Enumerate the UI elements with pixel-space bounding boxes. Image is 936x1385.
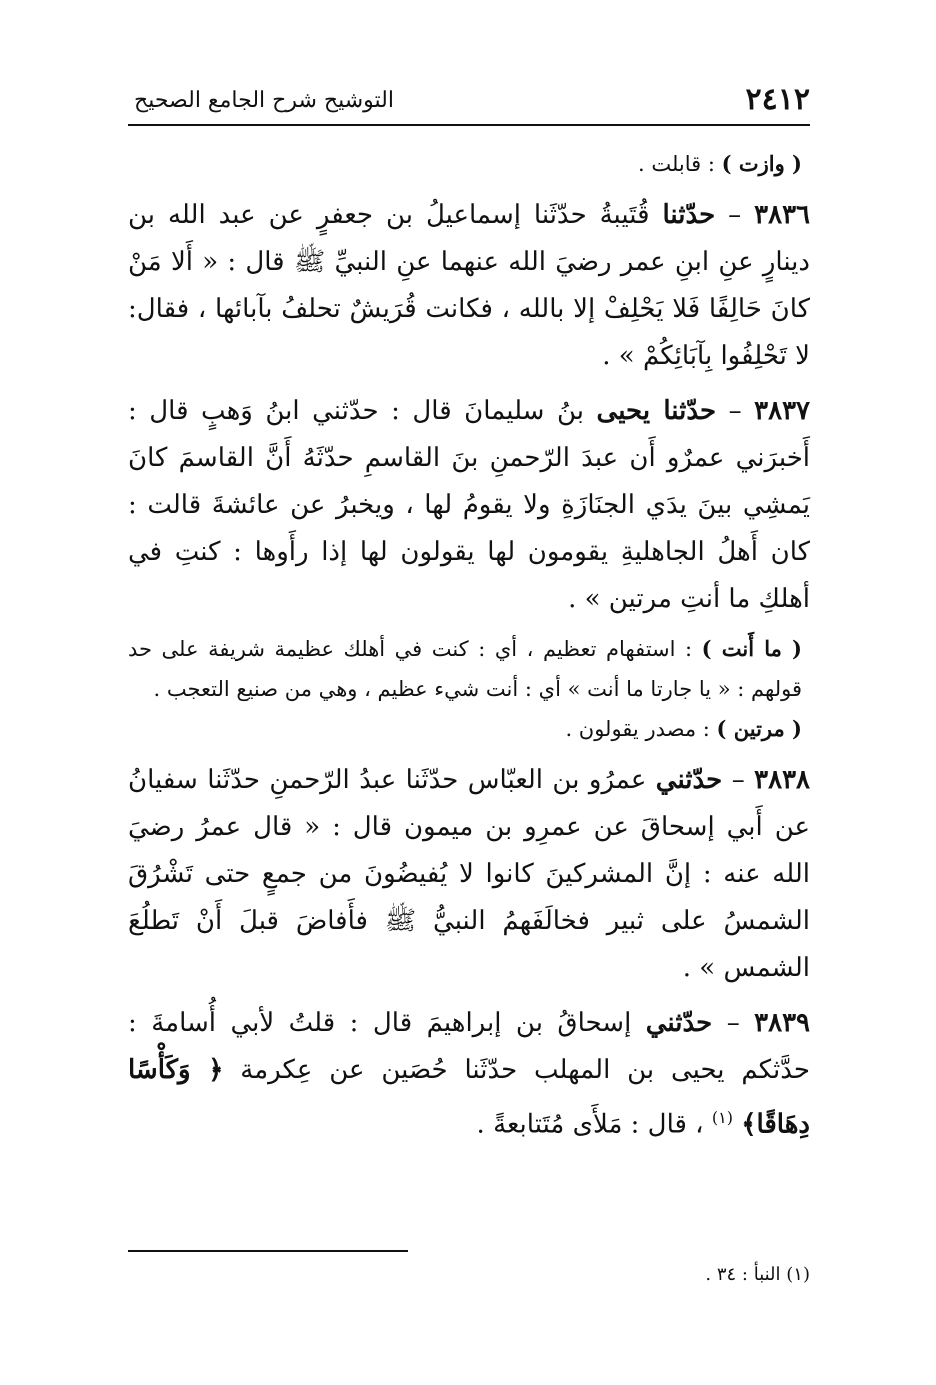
footnote-rule	[128, 1250, 408, 1252]
hadith-text: قُتَيبةُ حدّثَنا إسماعيلُ بن جعفرٍ عن عبد الله بن دينارٍ عنِ ابنِ عمر رضيَ الله عنهما عنِ النبيِّ ﷺ قال : « أَلا مَنْ كانَ حَالِفًا فَلا يَحْلِفْ إلا بالله ، فكانت قُرَيشٌ تحلفُ بآبائها ، فقال: لا تَحْلِفُوا بِآبَائِكُمْ » .	[128, 200, 810, 371]
header-rule	[128, 124, 810, 126]
note-text: : قابلت .	[637, 152, 722, 176]
hadith-3837: ٣٨٣٧ – حدّثنا يحيى بنُ سليمانَ قال : حدّثني ابنُ وَهبٍ قال : أَخبرَني عمرٌو أَن عبدَ الرّحمنِ بنَ القاسمِ حدّثَهُ أَنَّ القاسمَ كانَ يَمشِي بينَ يدَي الجنَازَةِ ولا يقومُ لها ، ويخبرُ عن عائشةَ قالت : كان أَهلُ الجاهليةِ يقومون لها يقولون لها إذا رأَوها : كنتِ في أهلكِ ما أنتِ مرتين » .	[128, 396, 811, 614]
book-page	[128, 78, 810, 1318]
hadith-text: إسحاقُ بن إبراهيمَ قال : قلتُ لأبي أُسامةَ : حدَّثكم يحيى بن المهلب حدّثَنا حُصَين عن عِكرمة	[128, 1008, 811, 1085]
note-term: ( ما أَنت )	[701, 636, 802, 661]
quran-quote: ﴿ وَكَأْسًا دِهَاقًا﴾	[128, 1055, 810, 1140]
hadith-number: ٣٨٣٨	[754, 765, 810, 795]
hadith-opener: حدّثني	[645, 1008, 713, 1038]
hadith-opener: حدّثنا يحيى	[596, 396, 717, 426]
hadith-text-tail: ، قال : مَلأَى مُتَتابعةً .	[476, 1109, 712, 1140]
hadith-number: ٣٨٣٦	[754, 200, 811, 230]
page-header	[128, 78, 810, 122]
note-wazat	[128, 144, 810, 184]
hadith-opener: حدّثنا	[662, 200, 716, 230]
running-title: التوشيح شرح الجامع الصحيح	[134, 88, 394, 113]
hadith-text: بنُ سليمانَ قال : حدّثني ابنُ وَهبٍ قال : أَخبرَني عمرٌو أَن عبدَ الرّحمنِ بنَ القاسمِ حدّثَهُ أَنَّ القاسمَ كانَ يَمشِي بينَ يدَي الجنَازَةِ ولا يقومُ لها ، ويخبرُ عن عائشةَ قالت : كان أَهلُ الجاهليةِ يقومون لها يقولون لها إذا رأَوها : كنتِ في أهلكِ ما أنتِ مرتين » .	[128, 396, 810, 614]
note-marratayn	[128, 709, 810, 749]
page-number: ٢٤١٢	[745, 82, 810, 117]
hadith-number: ٣٨٣٧	[754, 396, 811, 426]
note-text: : مصدر يقولون .	[565, 717, 717, 741]
note-term: ( مرتين )	[716, 716, 802, 741]
hadith-text: عمرُو بن العبّاس حدّثَنا عبدُ الرّحمنِ حدّثَنا سفيانُ عن أَبي إسحاقَ عن عمرِو بن ميمون قال : « قال عمرُ رضيَ الله عنه : إنَّ المشركينَ كانوا لا يُفيضُونَ من جمعٍ حتى تَشْرُقَ الشمسُ على ثبير فخالَفَهمُ النبيُّ ﷺ فأَفاضَ قبلَ أَنْ تَطلُعَ الشمس » .	[128, 765, 810, 983]
hadith-3838: ٣٨٣٨ – حدّثني عمرُو بن العبّاس حدّثَنا عبدُ الرّحمنِ حدّثَنا سفيانُ عن أَبي إسحاقَ عن عمرِو بن ميمون قال : « قال عمرُ رضيَ الله عنه : إنَّ المشركينَ كانوا لا يُفيضُونَ من جمعٍ حتى تَشْرُقَ الشمسُ على ثبير فخالَفَهمُ النبيُّ ﷺ فأَفاضَ قبلَ أَنْ تَطلُعَ الشمس » .	[128, 765, 810, 983]
hadith-opener: حدّثني	[655, 765, 723, 795]
page-body	[128, 144, 810, 1149]
note-term: ( وازت )	[721, 151, 802, 176]
footnote-reference: (١)	[711, 1108, 733, 1127]
hadith-3839: ٣٨٣٩ – حدّثني إسحاقُ بن إبراهيمَ قال : قلتُ لأبي أُسامةَ : حدَّثكم يحيى بن المهلب حدّثَنا حُصَين عن عِكرمة ﴿ وَكَأْسًا دِهَاقًا﴾ $^{(١)}$ ، قال : مَلأَى مُتَتابعةً .	[128, 1008, 811, 1140]
note-text: : استفهام تعظيم ، أي : كنت في أهلك عظيمة شريفة على حد قولهم : « يا جارتا ما أنت » أي : أنت شيء عظيم ، وهي من صنيع التعجب .	[128, 637, 802, 701]
hadith-number: ٣٨٣٩	[754, 1008, 811, 1038]
hadith-3836: ٣٨٣٦ – حدّثنا قُتَيبةُ حدّثَنا إسماعيلُ بن جعفرٍ عن عبد الله بن دينارٍ عنِ ابنِ عمر رضيَ الله عنهما عنِ النبيِّ ﷺ قال : « أَلا مَنْ كانَ حَالِفًا فَلا يَحْلِفْ إلا بالله ، فكانت قُرَيشٌ تحلفُ بآبائها ، فقال: لا تَحْلِفُوا بِآبَائِكُمْ » .	[128, 200, 811, 371]
footnote: (١) النبأ : ٣٤ .	[705, 1264, 810, 1285]
note-ma-anti	[128, 629, 810, 709]
